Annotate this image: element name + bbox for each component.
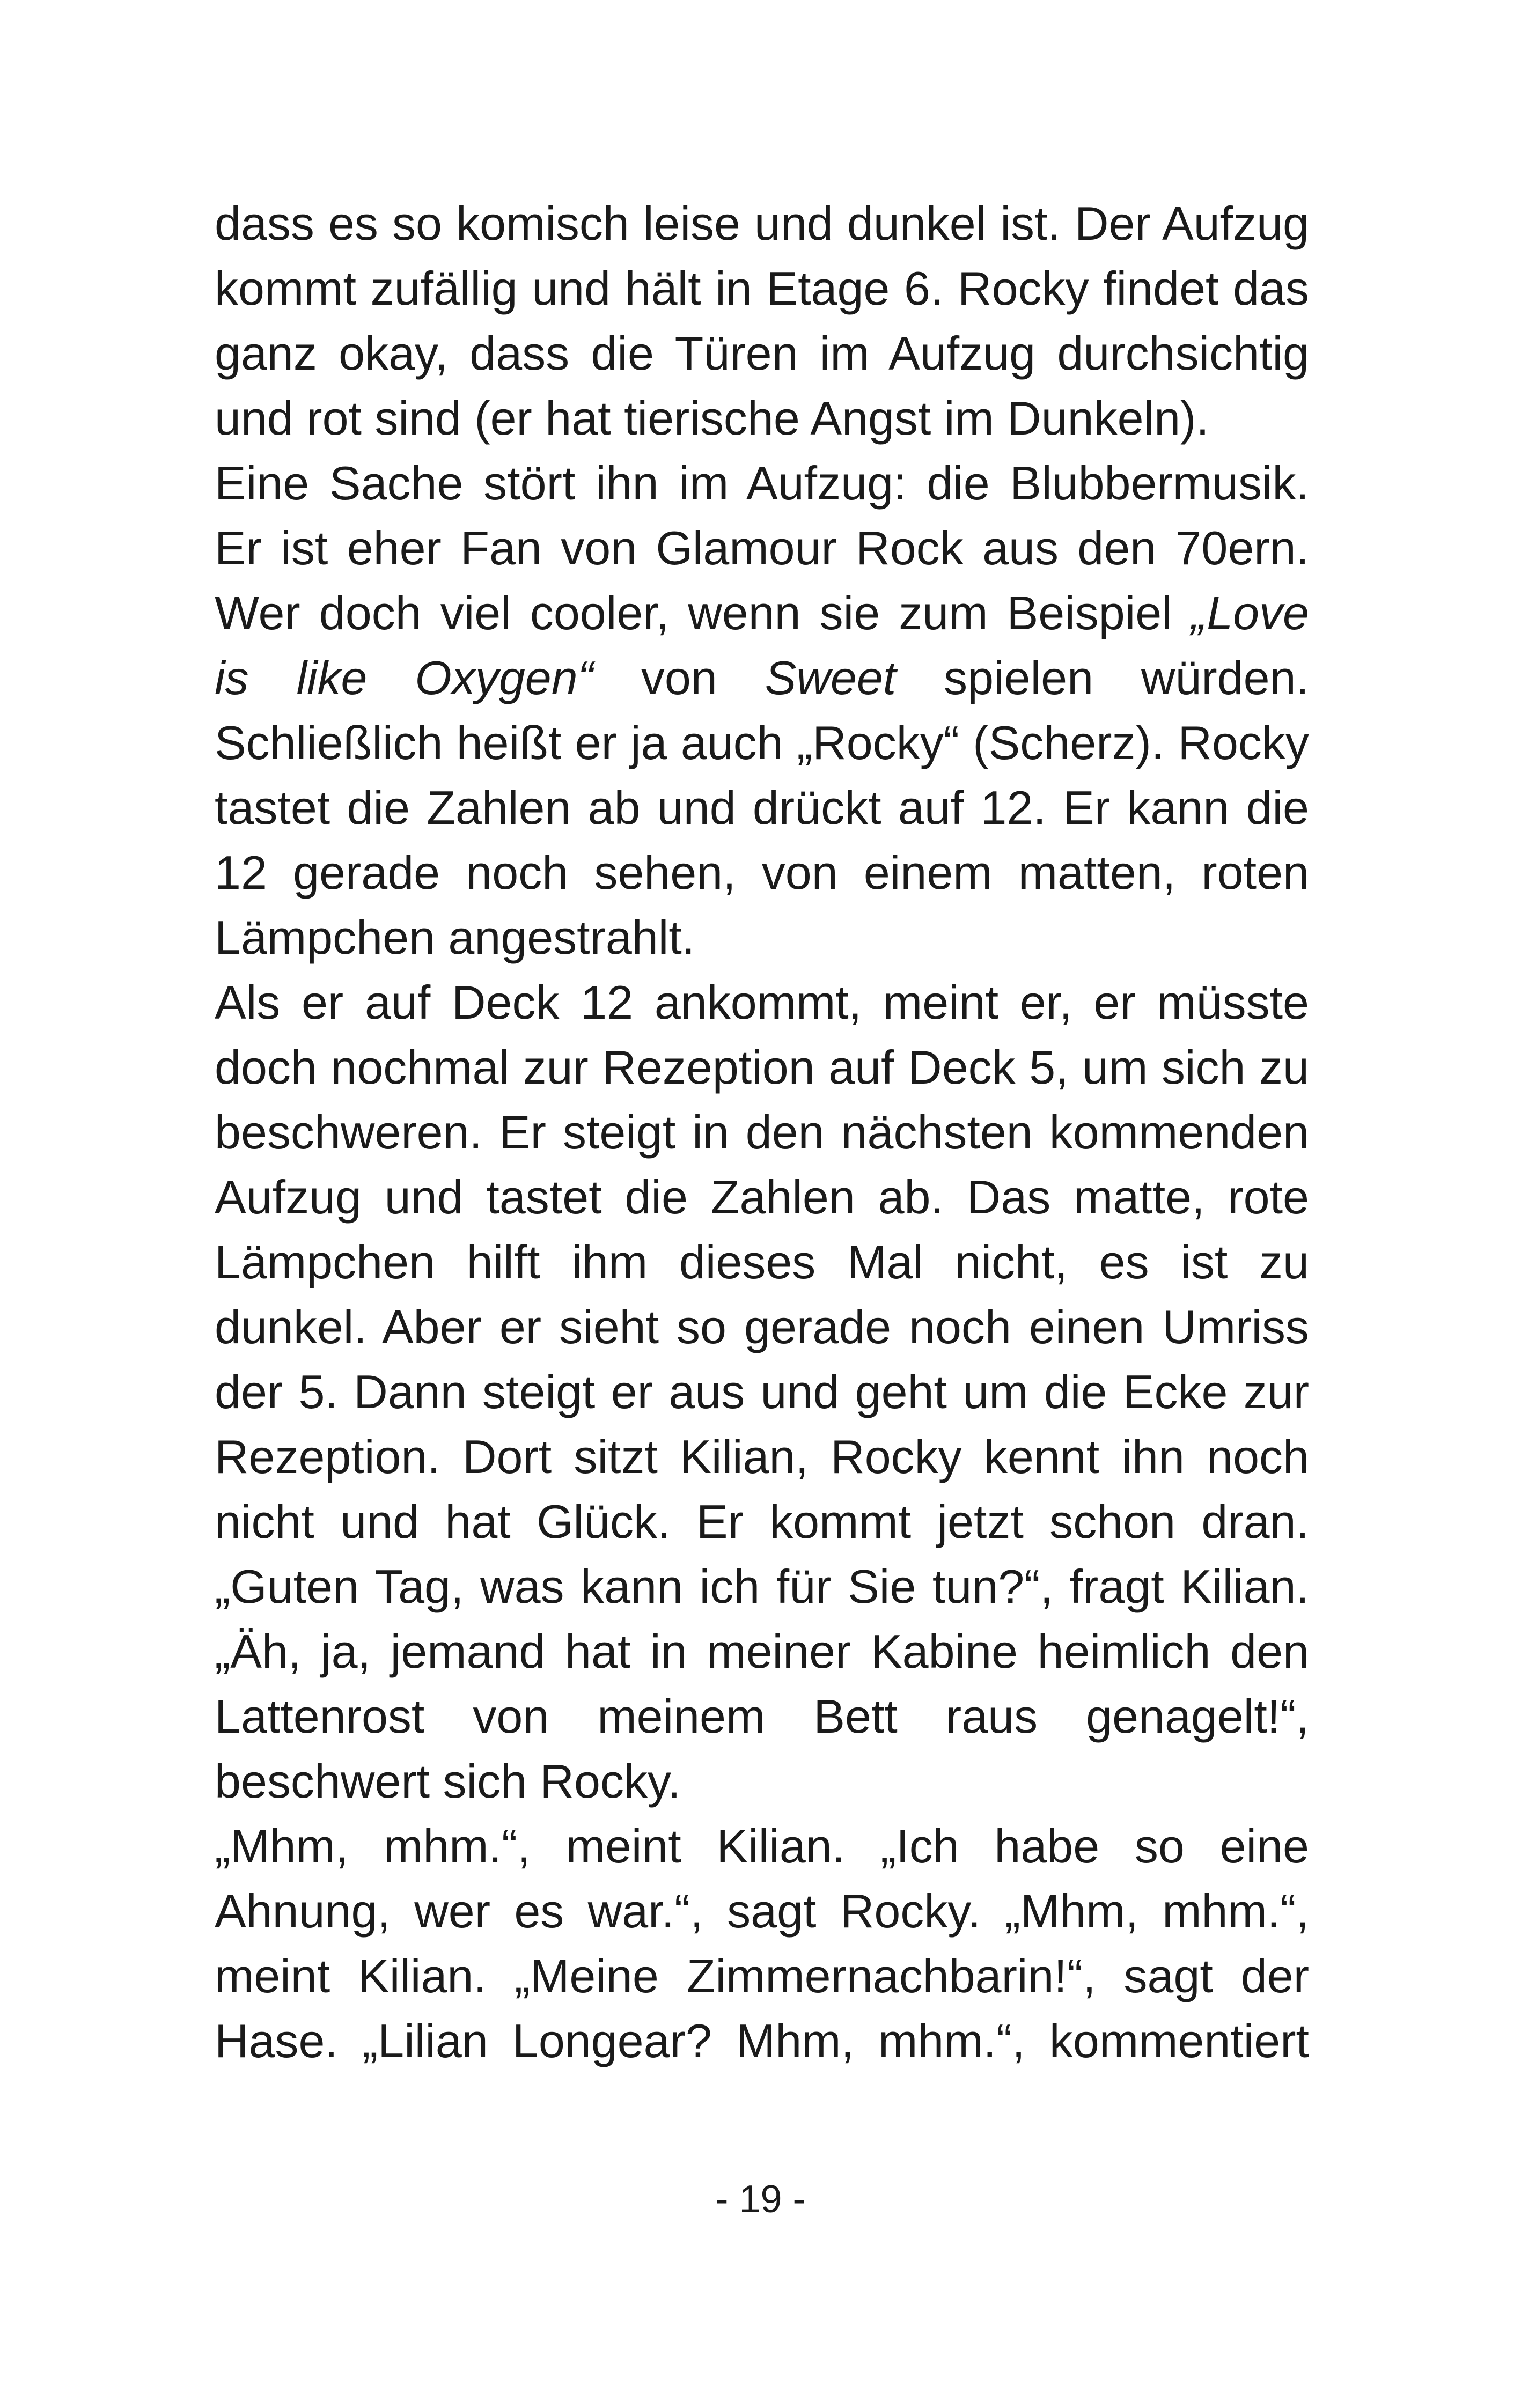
text-line: „Äh, ja, jemand hat in meiner Kabine heimlich den — [215, 1625, 1309, 1678]
text-line: Hase. „Lilian Longear? Mhm, mhm.“, kommentiert — [215, 2014, 1309, 2067]
text-line: Als er auf Deck 12 ankommt, meint er, er müsste — [215, 976, 1309, 1029]
italic-run: Sweet — [765, 651, 897, 704]
text-line: Schließlich heißt er ja auch „Rocky“ (Scherz). Rocky — [215, 716, 1309, 769]
text-line: „Mhm, mhm.“, meint Kilian. „Ich habe so eine — [215, 1820, 1309, 1873]
text-line: dunkel. Aber er sieht so gerade noch einen Umriss — [215, 1300, 1309, 1353]
text-line: Lämpchen angestrahlt. — [215, 911, 695, 964]
text-line — [215, 645, 1309, 710]
text-line: doch nochmal zur Rezeption auf Deck 5, um sich zu — [215, 1041, 1309, 1094]
text-line: Ahnung, wer es war.“, sagt Rocky. „Mhm, mhm.“, — [215, 1884, 1309, 1938]
page-number: - 19 - — [715, 2178, 806, 2221]
text-line: dass es so komisch leise und dunkel ist. Der Aufzug — [215, 197, 1309, 250]
text-line: Aufzug und tastet die Zahlen ab. Das matte, rote — [215, 1170, 1309, 1224]
text-line: tastet die Zahlen ab und drückt auf 12. Er kann die — [215, 781, 1309, 834]
text-run: Wer doch viel cooler, wenn sie zum Beispiel — [215, 586, 1191, 639]
text-line: und rot sind (er hat tierische Angst im Dunkeln). — [215, 392, 1209, 445]
text-line: Er ist eher Fan von Glamour Rock aus den 70ern. — [215, 521, 1309, 575]
body-text — [215, 191, 1309, 2073]
text-line — [215, 580, 1309, 645]
italic-run: „Love — [1191, 586, 1309, 639]
text-line: 12 gerade noch sehen, von einem matten, roten — [215, 846, 1309, 899]
text-line: der 5. Dann steigt er aus und geht um die Ecke zur — [215, 1365, 1309, 1418]
text-line: „Guten Tag, was kann ich für Sie tun?“, fragt Kilian. — [215, 1560, 1309, 1613]
text-line: Eine Sache stört ihn im Aufzug: die Blubbermusik. — [215, 456, 1309, 510]
text-line: meint Kilian. „Meine Zimmernachbarin!“, sagt der — [215, 1949, 1309, 2002]
text-line: Lattenrost von meinem Bett raus genagelt!“, — [215, 1690, 1309, 1743]
italic-run: is like Oxygen“ — [215, 651, 593, 704]
text-line: kommt zufällig und hält in Etage 6. Rocky findet das — [215, 262, 1309, 315]
text-line: beschwert sich Rocky. — [215, 1755, 681, 1808]
text-line: ganz okay, dass die Türen im Aufzug durchsichtig — [215, 327, 1309, 380]
text-run: von — [593, 651, 765, 704]
text-line: Lämpchen hilft ihm dieses Mal nicht, es ist zu — [215, 1235, 1309, 1288]
text-run: spielen würden. — [896, 651, 1309, 704]
text-line: beschweren. Er steigt in den nächsten kommenden — [215, 1106, 1309, 1159]
text-line: nicht und hat Glück. Er kommt jetzt schon dran. — [215, 1495, 1309, 1548]
text-line: Rezeption. Dort sitzt Kilian, Rocky kennt ihn noch — [215, 1430, 1309, 1483]
